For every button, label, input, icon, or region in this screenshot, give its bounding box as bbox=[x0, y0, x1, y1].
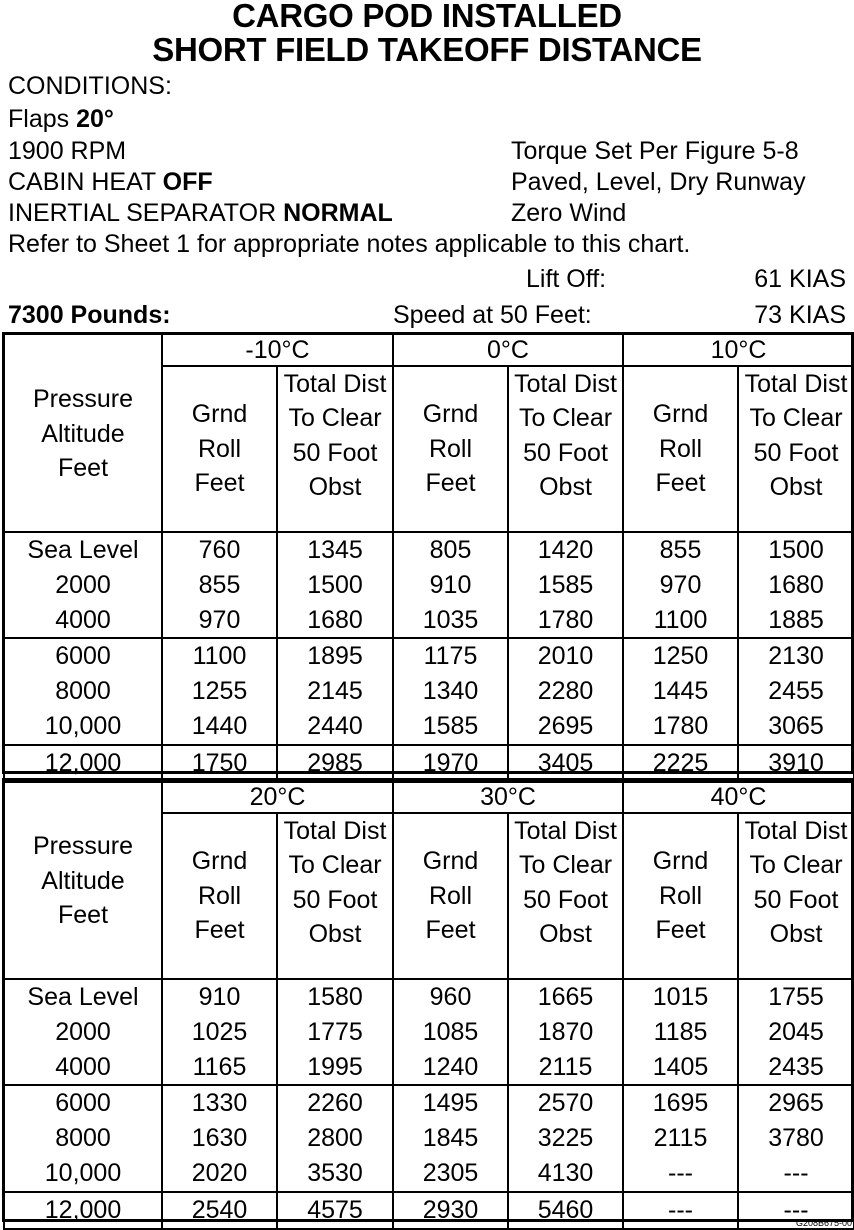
liftoff-value: 61 KIAS bbox=[754, 265, 846, 293]
reference-note: Refer to Sheet 1 for appropriate notes applicable to this chart. bbox=[8, 230, 691, 258]
grnd-roll-header bbox=[162, 366, 277, 532]
altitude-value: 12,000 bbox=[4, 1192, 162, 1229]
value-cell bbox=[393, 532, 508, 638]
distance-value: 4575 bbox=[277, 1192, 393, 1229]
inertial-separator-condition bbox=[8, 198, 393, 228]
grnd-roll-header-text: Grnd Roll Feet bbox=[652, 847, 709, 945]
value-cell bbox=[738, 532, 854, 638]
grnd-roll-header-text: Grnd Roll Feet bbox=[652, 400, 709, 498]
distance-value: 1580 bbox=[307, 983, 363, 1011]
runway-condition: Paved, Level, Dry Runway bbox=[511, 168, 806, 196]
total-dist-header bbox=[738, 813, 854, 979]
grnd-roll-header bbox=[393, 813, 508, 979]
table-row bbox=[4, 1192, 854, 1229]
altitude-value: Sea Level bbox=[27, 983, 139, 1011]
flaps-label: Flaps bbox=[8, 105, 77, 133]
total-dist-header-text: Total Dist To Clear 50 Foot Obst bbox=[744, 370, 848, 502]
grnd-roll-header-text: Grnd Roll Feet bbox=[191, 847, 248, 945]
distance-value: 1585 bbox=[422, 711, 479, 740]
temp-header: 30°C bbox=[393, 781, 623, 813]
distance-value: 2020 bbox=[191, 1158, 248, 1187]
distance-value: 1695 bbox=[652, 1089, 709, 1118]
distance-value: 2985 bbox=[277, 745, 393, 782]
table-row-group bbox=[4, 979, 854, 1085]
distance-value: --- bbox=[783, 1158, 809, 1187]
distance-value: 1025 bbox=[191, 1017, 248, 1046]
separator-value: NORMAL bbox=[283, 199, 393, 227]
distance-value: 2570 bbox=[537, 1089, 594, 1118]
distance-value: 3405 bbox=[508, 745, 623, 782]
distance-value: 1255 bbox=[191, 677, 248, 706]
pressure-altitude-header-text: Pressure Altitude Feet bbox=[32, 385, 134, 483]
altitude-value: 4000 bbox=[55, 1052, 111, 1081]
total-dist-header-text: Total Dist To Clear 50 Foot Obst bbox=[283, 370, 387, 502]
value-cell bbox=[508, 1085, 623, 1191]
distance-value: 1440 bbox=[191, 711, 248, 740]
total-dist-header-text: Total Dist To Clear 50 Foot Obst bbox=[744, 817, 848, 949]
grnd-roll-header-text: Grnd Roll Feet bbox=[422, 400, 479, 498]
distance-value: 970 bbox=[659, 570, 702, 599]
distance-value: 1175 bbox=[423, 642, 478, 671]
distance-value: 1445 bbox=[652, 677, 709, 706]
distance-value: 2115 bbox=[653, 1124, 708, 1153]
grnd-roll-header bbox=[162, 813, 277, 979]
total-dist-header bbox=[508, 813, 623, 979]
pressure-altitude-header bbox=[4, 334, 162, 532]
distance-value: 910 bbox=[429, 570, 472, 599]
pressure-altitude-header bbox=[4, 781, 162, 979]
value-cell bbox=[738, 1085, 854, 1191]
value-cell bbox=[393, 1085, 508, 1191]
distance-value: 2130 bbox=[768, 642, 824, 671]
distance-value: 2225 bbox=[623, 745, 738, 782]
grnd-roll-header bbox=[393, 366, 508, 532]
total-dist-header-text: Total Dist To Clear 50 Foot Obst bbox=[514, 817, 617, 949]
takeoff-table-warm bbox=[3, 780, 854, 1230]
distance-value: 960 bbox=[429, 983, 472, 1011]
distance-value: 4130 bbox=[537, 1158, 594, 1187]
altitude-value: 6000 bbox=[55, 1089, 111, 1118]
altitude-value: 8000 bbox=[55, 1124, 111, 1153]
distance-value: 2455 bbox=[768, 677, 824, 706]
distance-value: 1405 bbox=[652, 1052, 709, 1081]
total-dist-header-text: Total Dist To Clear 50 Foot Obst bbox=[514, 370, 617, 502]
distance-value: 1895 bbox=[307, 642, 363, 671]
distance-value: 1845 bbox=[422, 1124, 479, 1153]
distance-value: 2435 bbox=[768, 1052, 824, 1081]
temp-header: -10°C bbox=[162, 334, 393, 366]
wind-condition: Zero Wind bbox=[511, 199, 627, 227]
distance-value: 805 bbox=[429, 536, 472, 564]
table-row-group bbox=[4, 1085, 854, 1191]
distance-value: 1100 bbox=[653, 605, 708, 634]
value-cell bbox=[162, 1085, 277, 1191]
distance-value: 1680 bbox=[307, 605, 363, 634]
distance-value: 1345 bbox=[307, 536, 363, 564]
value-cell bbox=[277, 638, 393, 744]
cabin-heat-label: CABIN HEAT bbox=[8, 168, 163, 196]
altitude-value: 10,000 bbox=[44, 1158, 122, 1187]
value-cell bbox=[738, 979, 854, 1085]
table-row bbox=[4, 745, 854, 782]
value-cell bbox=[393, 979, 508, 1085]
altitude-value: 10,000 bbox=[44, 711, 122, 740]
liftoff-label: Lift Off: bbox=[526, 265, 607, 293]
distance-value: 1085 bbox=[422, 1017, 479, 1046]
distance-value: 1775 bbox=[307, 1017, 363, 1046]
total-dist-header bbox=[738, 366, 854, 532]
distance-value: 760 bbox=[198, 536, 241, 564]
distance-value: 2540 bbox=[162, 1192, 277, 1229]
speed-at-50-value: 73 KIAS bbox=[754, 301, 846, 329]
distance-value: 3225 bbox=[537, 1124, 594, 1153]
distance-value: 1780 bbox=[537, 605, 594, 634]
figure-code: G208B675-00 bbox=[795, 1218, 852, 1228]
distance-value: 1500 bbox=[768, 536, 824, 564]
distance-value: 2440 bbox=[307, 711, 363, 740]
distance-value: 3780 bbox=[768, 1124, 824, 1153]
torque-condition: Torque Set Per Figure 5-8 bbox=[511, 137, 799, 165]
distance-value: 2930 bbox=[393, 1192, 508, 1229]
distance-value: 2145 bbox=[307, 677, 363, 706]
distance-value: 1330 bbox=[191, 1089, 248, 1118]
distance-value: 2305 bbox=[422, 1158, 479, 1187]
distance-value: 2695 bbox=[537, 711, 594, 740]
distance-value: 910 bbox=[198, 983, 241, 1011]
table-row-group bbox=[4, 638, 854, 744]
distance-value: 2010 bbox=[537, 642, 594, 671]
altitude-value: 8000 bbox=[55, 677, 111, 706]
value-cell bbox=[393, 638, 508, 744]
value-cell bbox=[508, 979, 623, 1085]
distance-value: 1500 bbox=[307, 570, 363, 599]
value-cell bbox=[162, 638, 277, 744]
altitude-value: 2000 bbox=[55, 1017, 111, 1046]
distance-value: 1420 bbox=[537, 536, 594, 564]
distance-value: 2115 bbox=[538, 1052, 593, 1081]
distance-value: 1995 bbox=[307, 1052, 363, 1081]
distance-value: 970 bbox=[198, 605, 241, 634]
altitude-cell bbox=[4, 1085, 162, 1191]
distance-value: 1340 bbox=[422, 677, 479, 706]
distance-value: 2965 bbox=[768, 1089, 824, 1118]
total-dist-header bbox=[277, 813, 393, 979]
table-row-group bbox=[4, 532, 854, 638]
value-cell bbox=[277, 979, 393, 1085]
distance-value: 1630 bbox=[191, 1124, 248, 1153]
pressure-altitude-header-text: Pressure Altitude Feet bbox=[32, 832, 134, 930]
flaps-condition bbox=[8, 104, 114, 134]
rpm-condition: 1900 RPM bbox=[8, 137, 127, 165]
total-dist-header bbox=[277, 366, 393, 532]
distance-value: 3530 bbox=[307, 1158, 363, 1187]
distance-value: 2280 bbox=[537, 677, 594, 706]
cabin-heat-condition bbox=[8, 167, 213, 197]
altitude-cell bbox=[4, 532, 162, 638]
grnd-roll-header bbox=[623, 813, 738, 979]
temp-header: 10°C bbox=[623, 334, 854, 366]
distance-value: 1970 bbox=[393, 745, 508, 782]
total-dist-header-text: Total Dist To Clear 50 Foot Obst bbox=[283, 817, 387, 949]
grnd-roll-header bbox=[623, 366, 738, 532]
altitude-cell bbox=[4, 979, 162, 1085]
conditions-heading: CONDITIONS: bbox=[8, 72, 172, 100]
distance-value: 2260 bbox=[307, 1089, 363, 1118]
distance-value: 1885 bbox=[768, 605, 824, 634]
value-cell bbox=[508, 638, 623, 744]
weight-label: 7300 Pounds: bbox=[8, 301, 171, 329]
speed-at-50-label: Speed at 50 Feet: bbox=[393, 301, 592, 329]
distance-value: 3910 bbox=[738, 745, 854, 782]
distance-value: 1495 bbox=[422, 1089, 479, 1118]
distance-value: 2045 bbox=[768, 1017, 824, 1046]
distance-value: 1015 bbox=[652, 983, 709, 1011]
takeoff-table-cold bbox=[3, 333, 854, 783]
distance-value: 5460 bbox=[508, 1192, 623, 1229]
value-cell bbox=[277, 1085, 393, 1191]
distance-value: --- bbox=[623, 1192, 738, 1229]
distance-value: 1750 bbox=[162, 745, 277, 782]
altitude-cell bbox=[4, 638, 162, 744]
distance-value: 1100 bbox=[192, 642, 247, 671]
value-cell bbox=[623, 979, 738, 1085]
temp-header: 20°C bbox=[162, 781, 393, 813]
distance-value: 855 bbox=[198, 570, 241, 599]
grnd-roll-header-text: Grnd Roll Feet bbox=[191, 400, 248, 498]
temp-header: 0°C bbox=[393, 334, 623, 366]
grnd-roll-header-text: Grnd Roll Feet bbox=[422, 847, 479, 945]
total-dist-header bbox=[508, 366, 623, 532]
value-cell bbox=[623, 1085, 738, 1191]
distance-value: 855 bbox=[659, 536, 702, 564]
distance-value: 1665 bbox=[537, 983, 594, 1011]
temp-header: 40°C bbox=[623, 781, 854, 813]
flaps-value: 20° bbox=[76, 105, 114, 133]
distance-value: 1250 bbox=[652, 642, 709, 671]
distance-value: 1240 bbox=[422, 1052, 479, 1081]
distance-value: 1165 bbox=[192, 1052, 247, 1081]
altitude-value: 6000 bbox=[55, 642, 111, 671]
cabin-heat-value: OFF bbox=[162, 168, 213, 196]
value-cell bbox=[162, 532, 277, 638]
distance-value: 1680 bbox=[768, 570, 824, 599]
distance-value: 2800 bbox=[307, 1124, 363, 1153]
value-cell bbox=[738, 638, 854, 744]
altitude-value: 2000 bbox=[55, 570, 111, 599]
altitude-value: 12,000 bbox=[4, 745, 162, 782]
distance-value: 1185 bbox=[653, 1017, 708, 1046]
value-cell bbox=[623, 532, 738, 638]
chart-title-line-2: SHORT FIELD TAKEOFF DISTANCE bbox=[152, 31, 702, 68]
separator-label: INERTIAL SEPARATOR bbox=[8, 199, 284, 227]
distance-value: 3065 bbox=[768, 711, 824, 740]
altitude-value: Sea Level bbox=[27, 536, 139, 564]
value-cell bbox=[508, 532, 623, 638]
value-cell bbox=[277, 532, 393, 638]
distance-value: 1585 bbox=[537, 570, 594, 599]
distance-value: 1870 bbox=[537, 1017, 594, 1046]
distance-value: --- bbox=[738, 1192, 854, 1229]
value-cell bbox=[162, 979, 277, 1085]
distance-value: 1035 bbox=[422, 605, 479, 634]
altitude-value: 4000 bbox=[55, 605, 111, 634]
distance-value: 1780 bbox=[652, 711, 709, 740]
value-cell bbox=[623, 638, 738, 744]
chart-title-line-1: CARGO POD INSTALLED bbox=[232, 0, 622, 34]
distance-value: 1755 bbox=[768, 983, 824, 1011]
distance-value: --- bbox=[668, 1158, 694, 1187]
